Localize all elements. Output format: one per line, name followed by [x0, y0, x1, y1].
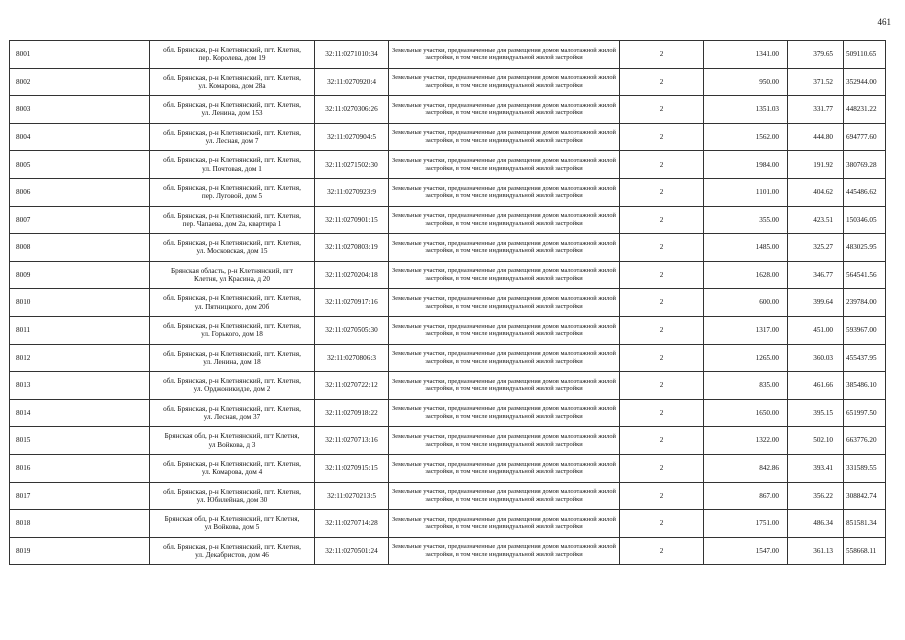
cadastral-value-cell: 509110.65 [844, 41, 886, 69]
cadastral-value-cell: 150346.05 [844, 206, 886, 234]
cadastral-number-cell: 32:11:0270923:9 [315, 178, 389, 206]
table-row [10, 289, 886, 317]
specific-value-cell: 346.77 [788, 261, 844, 289]
row-number-cell: 8001 [10, 41, 150, 69]
address-cell [150, 151, 315, 179]
specific-value-cell: 379.65 [788, 41, 844, 69]
address-line-1: обл. Брянская, р-н Клетнянский, пгт. Клетня, [163, 404, 301, 413]
address-line-1: обл. Брянская, р-н Клетнянский, пгт. Клетня, [163, 542, 301, 551]
row-number-cell: 8006 [10, 178, 150, 206]
row-number-cell: 8016 [10, 454, 150, 482]
address-cell [150, 41, 315, 69]
address-line-2: ул. Горького, дом 18 [201, 330, 263, 339]
area-cell: 355.00 [704, 206, 788, 234]
group-cell: 2 [620, 123, 704, 151]
group-cell: 2 [620, 41, 704, 69]
row-number-cell: 8003 [10, 96, 150, 124]
row-number-cell: 8014 [10, 399, 150, 427]
address-line-2: ул. Лесная, дом 37 [203, 413, 261, 422]
address-cell [150, 96, 315, 124]
cadastral-value-cell: 694777.60 [844, 123, 886, 151]
specific-value-cell: 404.62 [788, 178, 844, 206]
group-cell: 2 [620, 206, 704, 234]
table-row [10, 510, 886, 538]
address-cell [150, 316, 315, 344]
specific-value-cell: 395.15 [788, 399, 844, 427]
address-cell [150, 68, 315, 96]
area-cell: 867.00 [704, 482, 788, 510]
land-use-cell: Земельные участки, предназначенные для размещения домов малоэтажной жилой застройки, в том числе индивидуальной жилой застройки [389, 151, 620, 179]
address-cell [150, 372, 315, 400]
land-use-cell: Земельные участки, предназначенные для размещения домов малоэтажной жилой застройки, в том числе индивидуальной жилой застройки [389, 344, 620, 372]
area-cell: 1485.00 [704, 234, 788, 262]
cadastral-number-cell: 32:11:0270306:26 [315, 96, 389, 124]
table-row [10, 123, 886, 151]
address-cell [150, 206, 315, 234]
area-cell: 950.00 [704, 68, 788, 96]
address-cell [150, 261, 315, 289]
group-cell: 2 [620, 96, 704, 124]
cadastral-number-cell: 32:11:0270915:15 [315, 454, 389, 482]
address-line-2: пер. Королева, дом 19 [198, 54, 266, 63]
cadastral-number-cell: 32:11:0270505:30 [315, 316, 389, 344]
table-row [10, 344, 886, 372]
specific-value-cell: 486.34 [788, 510, 844, 538]
address-line-1: обл. Брянская, р-н Клетнянский, пгт. Клетня, [163, 211, 301, 220]
address-line-1: обл. Брянская, р-н Клетнянский, пгт. Клетня, [163, 377, 301, 386]
address-line-1: обл. Брянская, р-н Клетнянский, пгт. Клетня, [163, 183, 301, 192]
group-cell: 2 [620, 261, 704, 289]
land-use-cell: Земельные участки, предназначенные для размещения домов малоэтажной жилой застройки, в том числе индивидуальной жилой застройки [389, 234, 620, 262]
address-line-2: ул. Комарова, дом 28а [198, 81, 266, 90]
address-line-2: ул. Почтовая, дом 1 [202, 164, 262, 173]
area-cell: 1547.00 [704, 537, 788, 565]
table-row [10, 482, 886, 510]
cadastral-number-cell: 32:11:0270213:5 [315, 482, 389, 510]
specific-value-cell: 399.64 [788, 289, 844, 317]
address-line-2: ул. Комарова, дом 4 [201, 468, 263, 477]
address-line-2: ул. Пятницкого, дом 20б [194, 302, 270, 311]
land-use-cell: Земельные участки, предназначенные для размещения домов малоэтажной жилой застройки, в том числе индивидуальной жилой застройки [389, 454, 620, 482]
cadastral-value-cell: 651997.50 [844, 399, 886, 427]
group-cell: 2 [620, 151, 704, 179]
cadastral-number-cell: 32:11:0270920:4 [315, 68, 389, 96]
cadastral-value-cell: 239784.00 [844, 289, 886, 317]
address-cell [150, 123, 315, 151]
land-use-cell: Земельные участки, предназначенные для размещения домов малоэтажной жилой застройки, в том числе индивидуальной жилой застройки [389, 289, 620, 317]
address-line-1: обл. Брянская, р-н Клетнянский, пгт. Клетня, [163, 321, 301, 330]
row-number-cell: 8002 [10, 68, 150, 96]
cadastral-number-cell: 32:11:0271010:34 [315, 41, 389, 69]
cadastral-value-table [9, 40, 886, 565]
specific-value-cell: 502.10 [788, 427, 844, 455]
table-row [10, 316, 886, 344]
address-line-2: ул. Декабристов, дом 46 [195, 550, 269, 559]
table-row [10, 96, 886, 124]
page-number: 461 [877, 17, 891, 27]
address-cell [150, 289, 315, 317]
row-number-cell: 8009 [10, 261, 150, 289]
land-use-cell: Земельные участки, предназначенные для размещения домов малоэтажной жилой застройки, в том числе индивидуальной жилой застройки [389, 372, 620, 400]
cadastral-number-cell: 32:11:0270806:3 [315, 344, 389, 372]
address-line-1: обл. Брянская, р-н Клетнянский, пгт. Клетня, [163, 156, 301, 165]
group-cell: 2 [620, 178, 704, 206]
specific-value-cell: 356.22 [788, 482, 844, 510]
area-cell: 842.86 [704, 454, 788, 482]
row-number-cell: 8015 [10, 427, 150, 455]
table-row [10, 206, 886, 234]
cadastral-value-cell: 593967.00 [844, 316, 886, 344]
specific-value-cell: 371.52 [788, 68, 844, 96]
address-cell [150, 454, 315, 482]
area-cell: 1562.00 [704, 123, 788, 151]
address-line-2: ул Войкова, дом 5 [204, 523, 260, 532]
area-cell: 1650.00 [704, 399, 788, 427]
table-row [10, 68, 886, 96]
land-use-cell: Земельные участки, предназначенные для размещения домов малоэтажной жилой застройки, в том числе индивидуальной жилой застройки [389, 206, 620, 234]
row-number-cell: 8010 [10, 289, 150, 317]
address-line-1: обл. Брянская, р-н Клетнянский, пгт. Клетня, [163, 73, 301, 82]
address-line-1: обл. Брянская, р-н Клетнянский, пгт. Клетня, [163, 239, 301, 248]
cadastral-number-cell: 32:11:0270901:15 [315, 206, 389, 234]
table-row [10, 178, 886, 206]
cadastral-value-cell: 455437.95 [844, 344, 886, 372]
cadastral-number-cell: 32:11:0270803:19 [315, 234, 389, 262]
address-line-1: обл. Брянская, р-н Клетнянский, пгт. Клетня, [163, 459, 301, 468]
address-line-1: Брянская обл, р-н Клетнянский, пгт Клетня, [164, 432, 300, 441]
group-cell: 2 [620, 234, 704, 262]
address-line-1: Брянская обл, р-н Клетнянский, пгт Клетня, [164, 515, 300, 524]
cadastral-value-cell: 352944.00 [844, 68, 886, 96]
group-cell: 2 [620, 482, 704, 510]
land-use-cell: Земельные участки, предназначенные для размещения домов малоэтажной жилой застройки, в том числе индивидуальной жилой застройки [389, 427, 620, 455]
area-cell: 1984.00 [704, 151, 788, 179]
address-line-2: ул. Московская, дом 15 [196, 247, 268, 256]
cadastral-value-cell: 380769.28 [844, 151, 886, 179]
row-number-cell: 8017 [10, 482, 150, 510]
cadastral-number-cell: 32:11:0270722:12 [315, 372, 389, 400]
land-use-cell: Земельные участки, предназначенные для размещения домов малоэтажной жилой застройки, в том числе индивидуальной жилой застройки [389, 399, 620, 427]
cadastral-number-cell: 32:11:0271502:30 [315, 151, 389, 179]
row-number-cell: 8008 [10, 234, 150, 262]
cadastral-value-cell: 308842.74 [844, 482, 886, 510]
table-row [10, 372, 886, 400]
address-cell [150, 427, 315, 455]
group-cell: 2 [620, 372, 704, 400]
cadastral-value-cell: 851581.34 [844, 510, 886, 538]
address-line-1: обл. Брянская, р-н Клетнянский, пгт. Клетня, [163, 128, 301, 137]
cadastral-number-cell: 32:11:0270714:28 [315, 510, 389, 538]
table-body [10, 41, 886, 565]
area-cell: 1751.00 [704, 510, 788, 538]
land-use-cell: Земельные участки, предназначенные для размещения домов малоэтажной жилой застройки, в том числе индивидуальной жилой застройки [389, 482, 620, 510]
land-use-cell: Земельные участки, предназначенные для размещения домов малоэтажной жилой застройки, в том числе индивидуальной жилой застройки [389, 316, 620, 344]
cadastral-number-cell: 32:11:0270918:22 [315, 399, 389, 427]
cadastral-value-cell: 558668.11 [844, 537, 886, 565]
table-row [10, 234, 886, 262]
cadastral-number-cell: 32:11:0270204:18 [315, 261, 389, 289]
address-cell [150, 344, 315, 372]
cadastral-number-cell: 32:11:0270917:16 [315, 289, 389, 317]
group-cell: 2 [620, 510, 704, 538]
specific-value-cell: 393.41 [788, 454, 844, 482]
address-line-2: пер. Чапаева, дом 2а, квартира 1 [182, 219, 282, 228]
area-cell: 1101.00 [704, 178, 788, 206]
specific-value-cell: 191.92 [788, 151, 844, 179]
group-cell: 2 [620, 399, 704, 427]
table-row [10, 399, 886, 427]
specific-value-cell: 361.13 [788, 537, 844, 565]
specific-value-cell: 444.80 [788, 123, 844, 151]
area-cell: 600.00 [704, 289, 788, 317]
specific-value-cell: 461.66 [788, 372, 844, 400]
specific-value-cell: 331.77 [788, 96, 844, 124]
area-cell: 1341.00 [704, 41, 788, 69]
address-line-1: обл. Брянская, р-н Клетнянский, пгт. Клетня, [163, 294, 301, 303]
address-cell [150, 234, 315, 262]
table-row [10, 537, 886, 565]
group-cell: 2 [620, 427, 704, 455]
land-use-cell: Земельные участки, предназначенные для размещения домов малоэтажной жилой застройки, в том числе индивидуальной жилой застройки [389, 537, 620, 565]
table-row [10, 427, 886, 455]
row-number-cell: 8018 [10, 510, 150, 538]
row-number-cell: 8013 [10, 372, 150, 400]
address-line-2: ул. Ленина, дом 153 [201, 109, 263, 118]
address-line-2: ул. Орджоникидзе, дом 2 [193, 385, 271, 394]
cadastral-value-cell: 483025.95 [844, 234, 886, 262]
land-use-cell: Земельные участки, предназначенные для размещения домов малоэтажной жилой застройки, в том числе индивидуальной жилой застройки [389, 41, 620, 69]
row-number-cell: 8004 [10, 123, 150, 151]
address-line-2: пер. Луговой, дом 5 [201, 192, 263, 201]
row-number-cell: 8019 [10, 537, 150, 565]
address-cell [150, 510, 315, 538]
specific-value-cell: 423.51 [788, 206, 844, 234]
table-row [10, 261, 886, 289]
table-row [10, 41, 886, 69]
specific-value-cell: 360.03 [788, 344, 844, 372]
group-cell: 2 [620, 316, 704, 344]
land-use-cell: Земельные участки, предназначенные для размещения домов малоэтажной жилой застройки, в том числе индивидуальной жилой застройки [389, 96, 620, 124]
land-use-cell: Земельные участки, предназначенные для размещения домов малоэтажной жилой застройки, в том числе индивидуальной жилой застройки [389, 261, 620, 289]
cadastral-number-cell: 32:11:0270904:5 [315, 123, 389, 151]
group-cell: 2 [620, 289, 704, 317]
cadastral-value-cell: 663776.20 [844, 427, 886, 455]
group-cell: 2 [620, 537, 704, 565]
address-cell [150, 399, 315, 427]
cadastral-number-cell: 32:11:0270501:24 [315, 537, 389, 565]
area-cell: 1628.00 [704, 261, 788, 289]
address-line-2: ул Войкова, д 3 [208, 440, 256, 449]
address-line-1: обл. Брянская, р-н Клетнянский, пгт. Клетня, [163, 487, 301, 496]
cadastral-value-cell: 331589.55 [844, 454, 886, 482]
address-line-1: обл. Брянская, р-н Клетнянский, пгт. Клетня, [163, 349, 301, 358]
area-cell: 1317.00 [704, 316, 788, 344]
cadastral-value-cell: 564541.56 [844, 261, 886, 289]
cadastral-number-cell: 32:11:0270713:16 [315, 427, 389, 455]
row-number-cell: 8011 [10, 316, 150, 344]
address-line-2: ул. Лесная, дом 7 [205, 137, 259, 146]
specific-value-cell: 325.27 [788, 234, 844, 262]
row-number-cell: 8012 [10, 344, 150, 372]
group-cell: 2 [620, 68, 704, 96]
specific-value-cell: 451.00 [788, 316, 844, 344]
cadastral-value-cell: 448231.22 [844, 96, 886, 124]
address-cell [150, 178, 315, 206]
cadastral-value-cell: 445486.62 [844, 178, 886, 206]
area-cell: 1265.00 [704, 344, 788, 372]
address-line-2: ул. Ленина, дом 18 [203, 357, 261, 366]
address-line-2: ул. Юбилейная, дом 30 [196, 495, 268, 504]
row-number-cell: 8007 [10, 206, 150, 234]
land-use-cell: Земельные участки, предназначенные для размещения домов малоэтажной жилой застройки, в том числе индивидуальной жилой застройки [389, 123, 620, 151]
area-cell: 835.00 [704, 372, 788, 400]
group-cell: 2 [620, 454, 704, 482]
row-number-cell: 8005 [10, 151, 150, 179]
table-row [10, 454, 886, 482]
land-use-cell: Земельные участки, предназначенные для размещения домов малоэтажной жилой застройки, в том числе индивидуальной жилой застройки [389, 510, 620, 538]
land-use-cell: Земельные участки, предназначенные для размещения домов малоэтажной жилой застройки, в том числе индивидуальной жилой застройки [389, 178, 620, 206]
address-line-1: обл. Брянская, р-н Клетнянский, пгт. Клетня, [163, 101, 301, 110]
area-cell: 1351.03 [704, 96, 788, 124]
cadastral-value-cell: 385486.10 [844, 372, 886, 400]
address-line-1: Брянская область, р-н Клетнянский, пгт [170, 266, 294, 275]
group-cell: 2 [620, 344, 704, 372]
address-cell [150, 482, 315, 510]
address-line-1: обл. Брянская, р-н Клетнянский, пгт. Клетня, [163, 46, 301, 54]
address-line-2: Клетня, ул Красина, д 20 [193, 275, 270, 284]
address-cell [150, 537, 315, 565]
table-row [10, 151, 886, 179]
land-use-cell: Земельные участки, предназначенные для размещения домов малоэтажной жилой застройки, в том числе индивидуальной жилой застройки [389, 68, 620, 96]
area-cell: 1322.00 [704, 427, 788, 455]
